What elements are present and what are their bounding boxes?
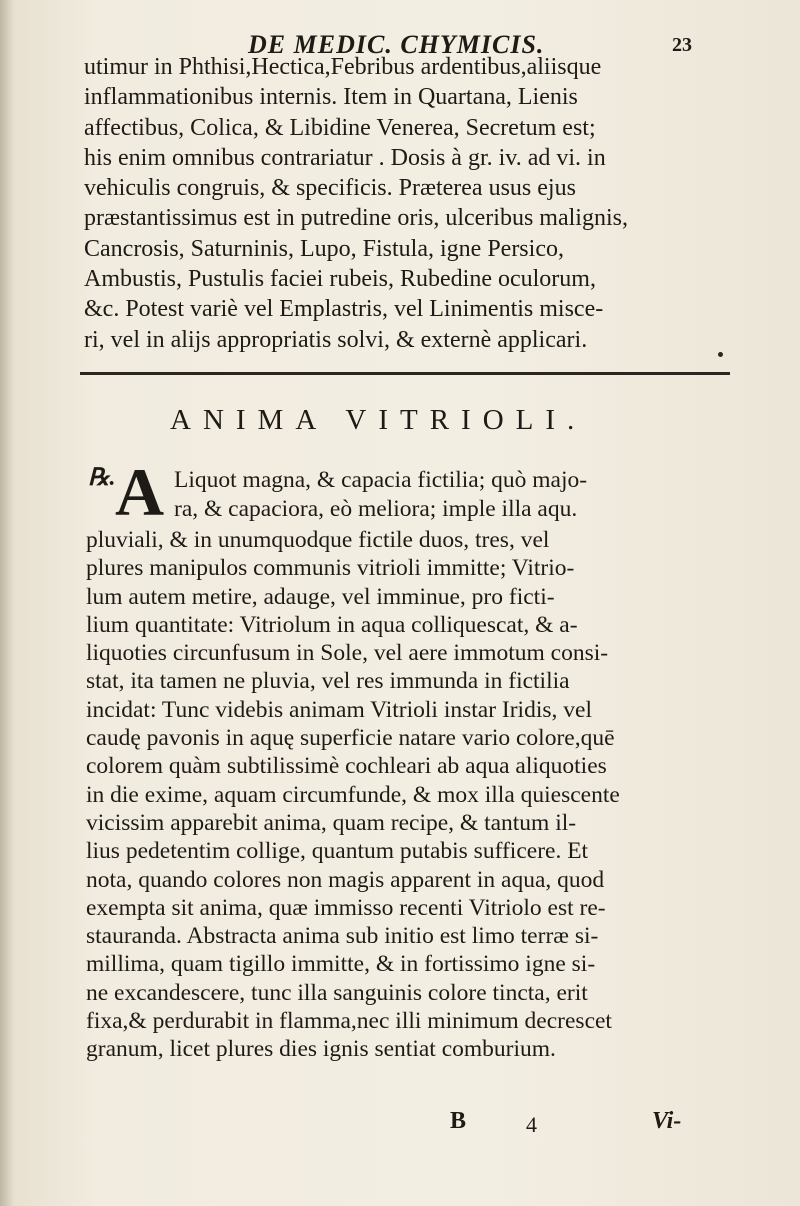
recipe-sign: ℞. xyxy=(88,465,116,491)
text-line: liquoties circunfusum in Sole, vel aere immotum consi- xyxy=(86,640,609,667)
top-paragraph xyxy=(84,52,732,355)
text-line: lius pedetentim collige, quantum putabis sufficere. Et xyxy=(86,838,589,865)
text-line: ri, vel in alijs appropriatis solvi, & externè applicari. xyxy=(84,326,588,353)
section-divider xyxy=(80,372,730,375)
text-line: vicissim apparebit anima, quam recipe, & tantum il- xyxy=(86,809,577,836)
drop-cap-lines xyxy=(174,466,734,524)
text-line: millima, quam tigillo immitte, & in fortissimo igne si- xyxy=(86,951,596,978)
text-line: vehiculis congruis, & specificis. Præterea usus ejus xyxy=(84,175,576,202)
text-line: nota, quando colores non magis apparent in aqua, quod xyxy=(86,866,605,893)
text-line: stat, ita tamen ne pluvia, vel res immunda in fictilia xyxy=(86,668,570,695)
text-line: Liquot magna, & capacia fictilia; quò majo- xyxy=(174,467,588,493)
text-line: lium quantitate: Vitriolum in aqua colliquescat, & a- xyxy=(86,611,578,638)
text-line: inflammationibus internis. Item in Quartana, Lienis xyxy=(84,84,578,111)
signature-number: 4 xyxy=(526,1112,537,1137)
text-line: plures manipulos communis vitrioli immitte; Vitrio- xyxy=(86,555,575,582)
text-line: his enim omnibus contrariatur . Dosis à gr. iv. ad vi. in xyxy=(84,144,606,171)
text-line: Ambustis, Pustulis faciei rubeis, Rubedine oculorum, xyxy=(84,266,596,293)
text-line: utimur in Phthisi,Hectica,Febribus ardentibus,aliisque xyxy=(84,54,602,80)
ornament-dot xyxy=(718,352,723,357)
text-line: exempta sit anima, quæ immisso recenti Vitriolo est re- xyxy=(86,894,606,921)
text-line: lum autem metire, adauge, vel imminue, pro ficti- xyxy=(86,583,555,610)
signature-mark: B xyxy=(450,1108,467,1134)
drop-cap: A xyxy=(115,454,165,530)
text-line: caudę pavonis in aquę superficie natare vario colore,quē xyxy=(86,725,615,752)
text-line: præstantissimus est in putredine oris, ulceribus malignis, xyxy=(84,205,628,232)
text-line: colorem quàm subtilissimè cochleari ab aqua aliquoties xyxy=(86,753,607,780)
running-title: DE MEDIC. CHYMICIS. xyxy=(248,30,545,59)
text-line: stauranda. Abstracta anima sub initio est limo terræ si- xyxy=(86,923,599,950)
text-line: in die exime, aquam circumfunde, & mox illa quiescente xyxy=(86,781,620,808)
section-body xyxy=(86,526,734,1064)
text-line: &c. Potest variè vel Emplastris, vel Linimentis misce- xyxy=(84,296,604,323)
section-title: ANIMA VITRIOLI. xyxy=(170,404,587,436)
gutter-shadow xyxy=(0,0,14,1206)
text-line: granum, licet plures dies ignis sentiat comburium. xyxy=(86,1036,556,1063)
text-line: fixa,& perdurabit in flamma,nec illi minimum decrescet xyxy=(86,1008,612,1035)
text-line: ra, & capaciora, eò meliora; imple illa aqu. xyxy=(174,496,578,522)
text-line: incidat: Tunc videbis animam Vitrioli instar Iridis, vel xyxy=(86,696,592,723)
text-line: pluviali, & in unumquodque fictile duos, tres, vel xyxy=(86,527,550,553)
catchword: Vi- xyxy=(652,1108,682,1134)
page-number: 23 xyxy=(672,34,692,56)
text-line: Cancrosis, Saturninis, Lupo, Fistula, igne Persico, xyxy=(84,235,564,262)
text-line: ne excandescere, tunc illa sanguinis colore tincta, erit xyxy=(86,979,588,1006)
text-line: affectibus, Colica, & Libidine Venerea, Secretum est; xyxy=(84,114,596,141)
